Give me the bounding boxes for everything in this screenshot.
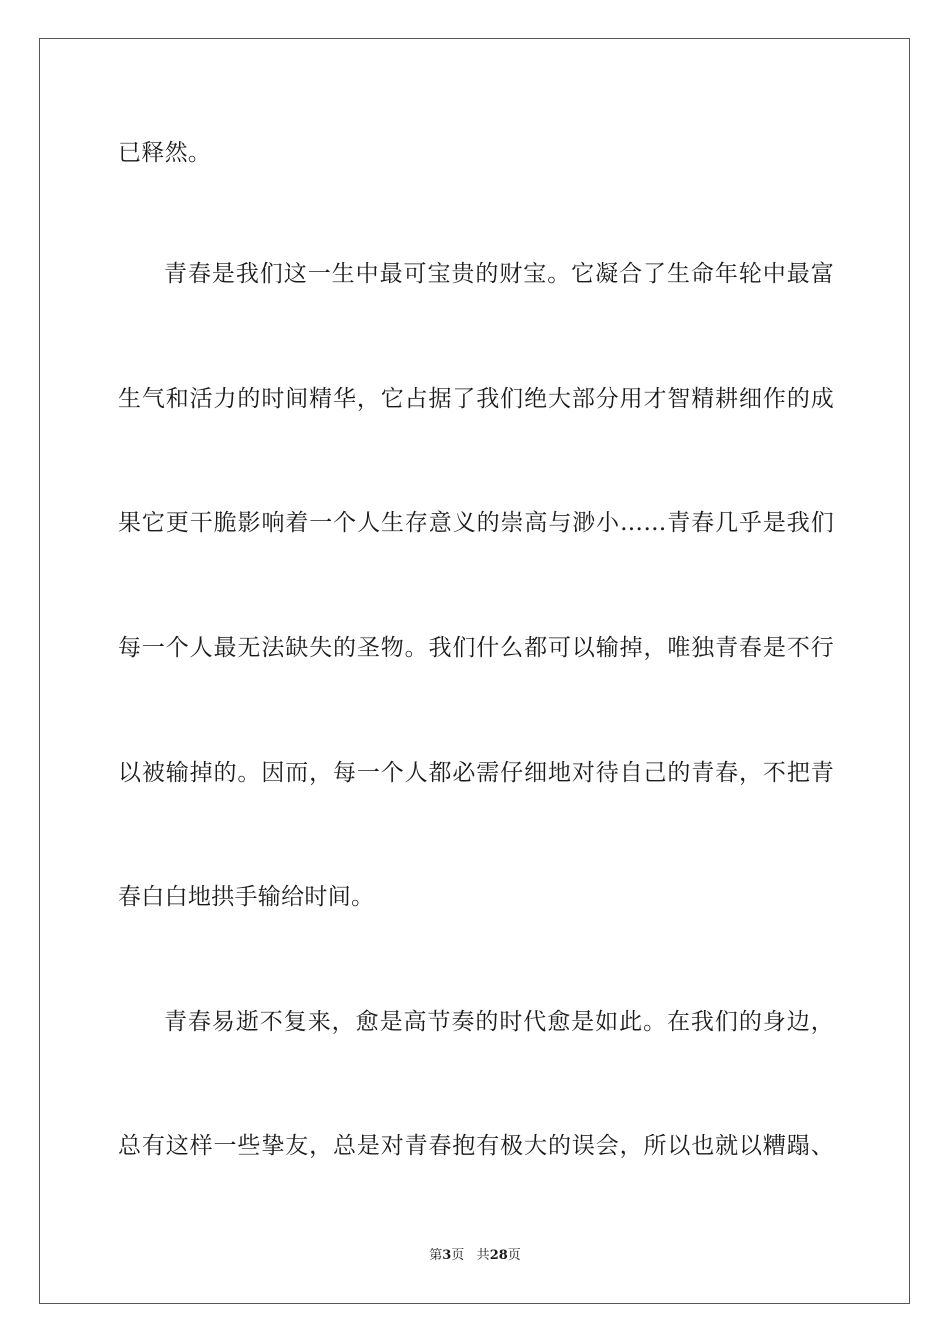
page-border [39,38,910,1304]
text-line-7: 春白白地拱手输给时间。 [118,884,375,910]
text-line-4: 果它更干脆影响着一个人生存意义的崇高与渺小……青春几乎是我们 [118,510,834,536]
footer-total-prefix: 共 [476,1248,490,1263]
text-line-3: 生气和活力的时间精华，它占据了我们绝大部分用才智精耕细作的成 [118,386,834,412]
footer-total-pages: 28 [489,1248,508,1263]
page-footer [0,1248,950,1264]
text-line-2: 青春是我们这一生中最可宝贵的财宝。它凝合了生命年轮中最富 [164,261,834,287]
text-line-5: 每一个人最无法缺失的圣物。我们什么都可以输掉，唯独青春是不行 [118,635,834,661]
text-line-6: 以被输掉的。因而，每一个人都必需仔细地对待自己的青春，不把青 [118,760,834,786]
footer-total-suffix: 页 [507,1248,521,1263]
footer-page-suffix: 页 [451,1248,465,1263]
text-line-8: 青春易逝不复来，愈是高节奏的时代愈是如此。在我们的身边， [164,1009,834,1035]
text-line-1: 已释然。 [118,140,212,166]
footer-page-number: 3 [442,1248,452,1263]
footer-page-prefix: 第 [429,1248,443,1263]
text-line-9: 总有这样一些挚友，总是对青春抱有极大的误会，所以也就以糟蹋、 [118,1133,834,1159]
